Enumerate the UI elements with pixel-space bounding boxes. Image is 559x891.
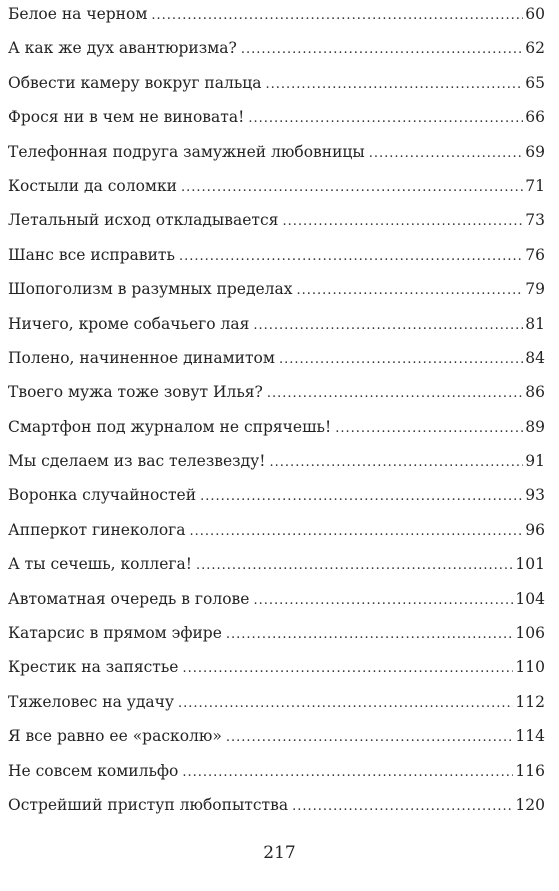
toc-entry-page: 104 [515,589,545,608]
toc-entry-title: Смартфон под журналом не спрячешь! [8,417,332,436]
toc-entry[interactable] [8,375,545,409]
page-number: 217 [263,843,296,863]
dot-leader [248,102,523,136]
dot-leader [253,309,523,343]
toc-entry[interactable] [8,719,545,753]
dot-leader [335,412,523,446]
toc-entry-page: 96 [525,520,545,539]
toc-entry[interactable] [8,547,545,581]
toc-entry[interactable] [8,513,545,547]
dot-leader [369,137,524,171]
toc-entry-page: 120 [515,795,545,814]
toc-entry-title: Автоматная очередь в голове [8,589,250,608]
dot-leader [196,549,513,583]
toc-entry[interactable] [8,31,545,65]
dot-leader [297,274,524,308]
toc-entry-title: Полено, начиненное динамитом [8,348,275,367]
dot-leader [178,687,513,721]
toc-entry-page: 106 [515,624,545,643]
dot-leader [253,584,513,618]
toc-entry-title: Ничего, кроме собачьего лая [8,314,250,333]
dot-leader [279,343,523,377]
toc-entry[interactable] [8,650,545,684]
dot-leader [181,171,523,205]
toc-entry-page: 73 [525,211,545,230]
toc-entry[interactable] [8,582,545,616]
table-of-contents [8,0,545,822]
toc-entry-title: Острейший приступ любопытства [8,795,289,814]
toc-entry[interactable] [8,135,545,169]
dot-leader [282,205,523,239]
toc-entry-title: Костыли да соломки [8,176,178,195]
toc-entry-page: 62 [525,39,545,58]
dot-leader [182,652,513,686]
dot-leader [292,790,513,824]
toc-entry-page: 69 [525,142,545,161]
toc-entry-page: 110 [515,658,545,677]
toc-entry[interactable] [8,238,545,272]
dot-leader [267,377,523,411]
toc-entry-title: Шанс все исправить [8,245,175,264]
toc-entry[interactable] [8,169,545,203]
toc-entry-page: 89 [525,417,545,436]
toc-entry[interactable] [8,685,545,719]
toc-entry[interactable] [8,410,545,444]
toc-entry-page: 116 [515,761,545,780]
toc-entry-title: Катарсис в прямом эфире [8,624,222,643]
toc-entry-page: 60 [525,5,545,23]
toc-entry[interactable] [8,272,545,306]
toc-entry-page: 112 [515,692,545,711]
dot-leader [200,480,523,514]
toc-entry[interactable] [8,203,545,237]
toc-entry-title: Летальный исход откладывается [8,211,279,230]
toc-entry-title: Шопоголизм в разумных пределах [8,280,293,299]
toc-entry-page: 66 [525,108,545,127]
toc-entry-page: 84 [525,348,545,367]
toc-entry-title: Крестик на запястье [8,658,179,677]
toc-entry-page: 114 [515,727,545,746]
toc-entry-title: Я все равно ее «расколю» [8,727,222,746]
toc-entry-title: Апперкот гинеколога [8,520,186,539]
toc-entry[interactable] [8,0,545,31]
toc-entry-title: Телефонная подруга замужней любовницы [8,142,365,161]
dot-leader [182,756,513,790]
dot-leader [226,618,514,652]
toc-entry-title: А ты сечешь, коллега! [8,555,192,574]
dot-leader [226,721,514,755]
dot-leader [265,68,523,102]
toc-entry-title: Тяжеловес на удачу [8,692,175,711]
toc-entry-page: 71 [525,176,545,195]
toc-entry-title: А как же дух авантюризма? [8,39,237,58]
toc-entry[interactable] [8,341,545,375]
toc-entry-page: 76 [525,245,545,264]
toc-entry-page: 93 [525,486,545,505]
toc-entry-title: Твоего мужа тоже зовут Илья? [8,383,263,402]
toc-entry-page: 79 [525,280,545,299]
dot-leader [151,0,523,33]
dot-leader [270,446,524,480]
dot-leader [179,240,523,274]
toc-entry-title: Фрося ни в чем не виновата! [8,108,245,127]
toc-entry-title: Мы сделаем из вас телезвезду! [8,452,266,471]
toc-entry-page: 86 [525,383,545,402]
toc-entry-title: Обвести камеру вокруг пальца [8,73,262,92]
toc-entry[interactable] [8,66,545,100]
toc-entry[interactable] [8,444,545,478]
toc-entry[interactable] [8,754,545,788]
dot-leader [241,33,523,67]
toc-entry[interactable] [8,307,545,341]
toc-entry-title: Не совсем комильфо [8,761,179,780]
toc-entry[interactable] [8,100,545,134]
toc-entry[interactable] [8,478,545,512]
dot-leader [190,515,524,549]
toc-entry-page: 91 [525,452,545,471]
toc-entry-title: Воронка случайностей [8,486,197,505]
toc-entry-page: 81 [525,314,545,333]
toc-entry-page: 65 [525,73,545,92]
toc-entry[interactable] [8,616,545,650]
toc-entry[interactable] [8,788,545,822]
toc-entry-title: Белое на черном [8,5,148,23]
toc-entry-page: 101 [515,555,545,574]
